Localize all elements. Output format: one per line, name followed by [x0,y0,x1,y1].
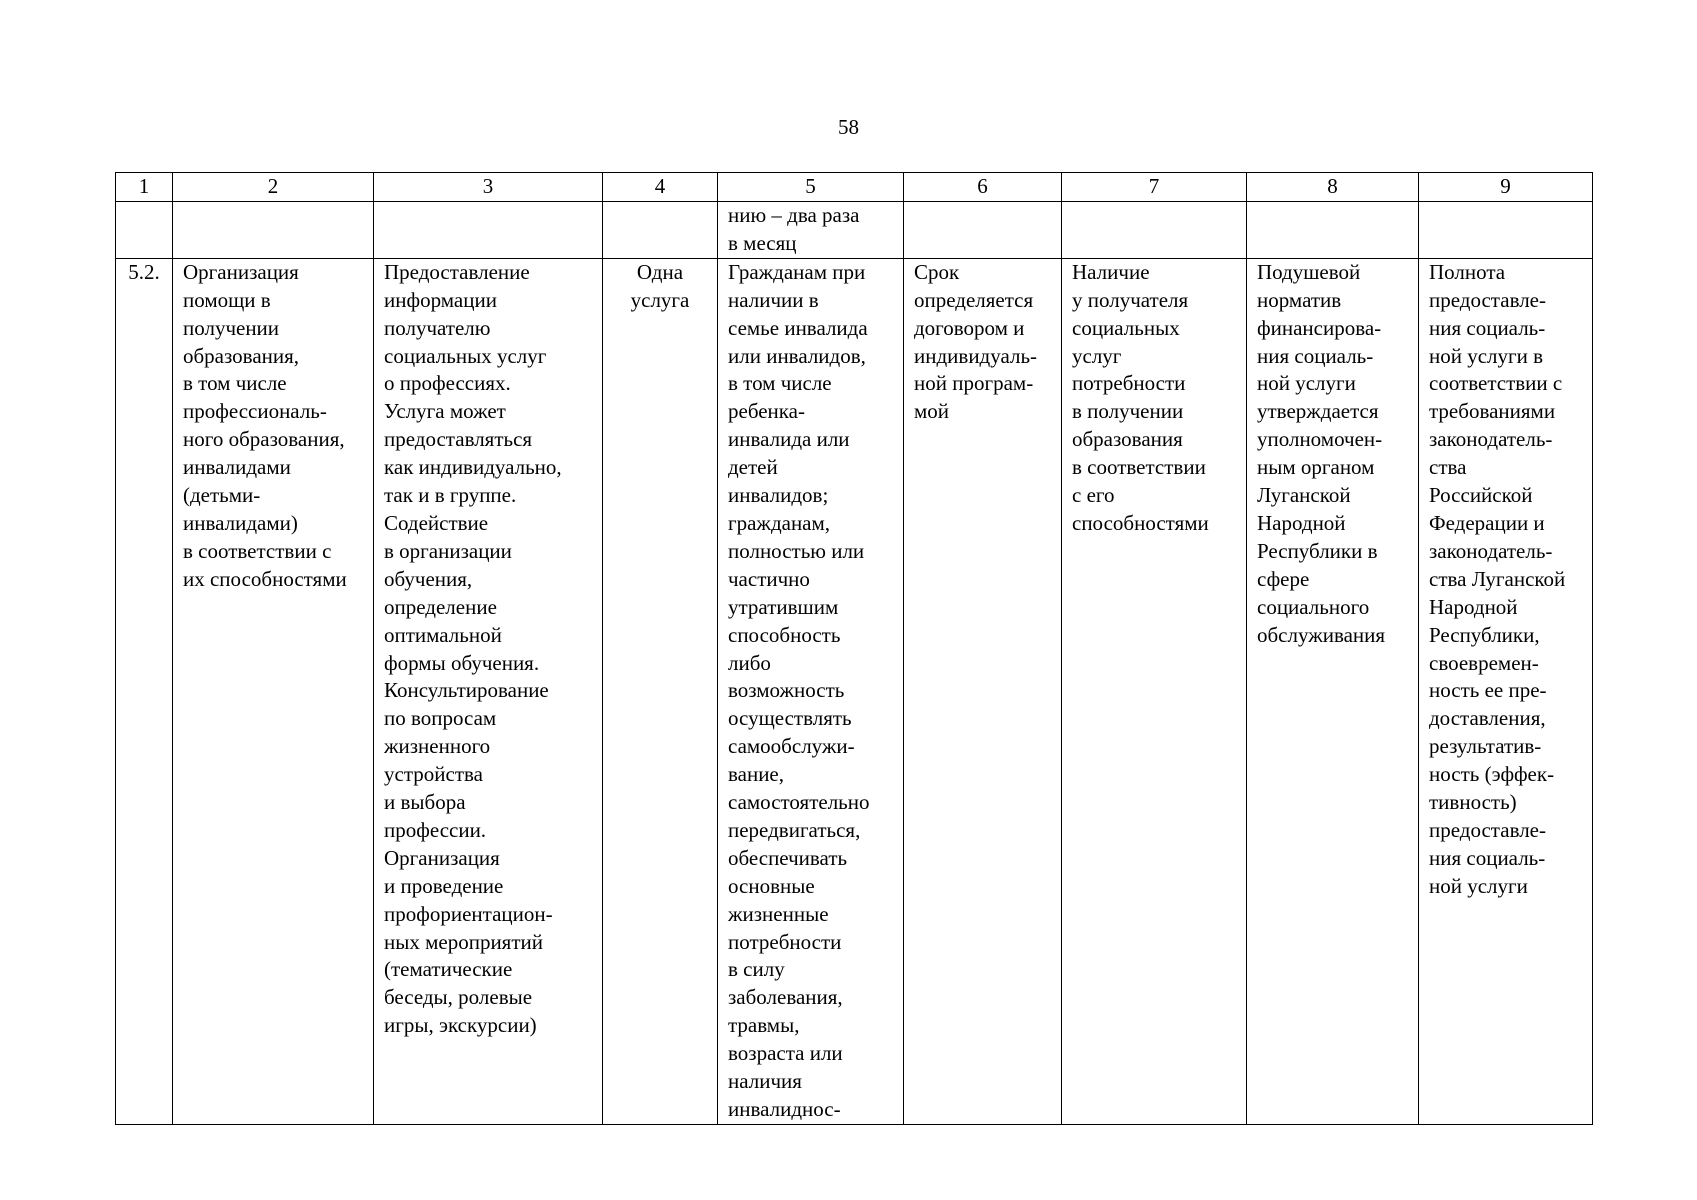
continuation-frequency-text: нию – два раза в месяц [718,202,904,259]
header-cell-2: 2 [173,173,374,202]
header-cell-4: 4 [603,173,718,202]
service-quality: Полнота предоставле- ния социаль- ной услуги в соответствии с требованиями законодатель- ства Российской Федерации и законодатель- ства Луганской Народной Республики, своевремен- ность ее пре- доставления, результатив- ность (эффек- тивность) предоставле- ния социаль- ной услуги [1419,258,1593,1124]
empty-cell [1247,202,1419,259]
empty-cell [374,202,603,259]
header-cell-8: 8 [1247,173,1419,202]
service-recipients: Гражданам при наличии в семье инвалида или инвалидов, в том числе ребенка- инвалида или детей инвалидов; гражданам, полностью или частично утратившим способность либо возможность осуществлять самообслужи- вание, самостоятельно передвигаться, обеспечивать основные жизненные потребности в силу заболевания, травмы, возраста или наличия инвалиднос- [718,258,904,1124]
service-description: Предоставление информации получателю социальных услуг о профессиях. Услуга может предоставляться как индивидуально, так и в группе. Содействие в организации обучения, определение оптимальной формы обучения. Консультирование по вопросам жизненного устройства и выбора профессии. Организация и проведение профориентацион- ных мероприятий (тематические беседы, ролевые игры, экскурсии) [374,258,603,1124]
table-row [116,258,1593,1124]
services-table [115,172,1593,1125]
service-financing: Подушевой норматив финансирова- ния социаль- ной услуги утверждается уполномочен- ным органом Луганской Народной Республики в сфере социального обслуживания [1247,258,1419,1124]
page-number: 58 [838,115,859,139]
empty-cell [904,202,1062,259]
service-term: Срок определяется договором и индивидуаль- ной програм- мой [904,258,1062,1124]
service-unit: Одна услуга [603,258,718,1124]
header-cell-5: 5 [718,173,904,202]
continuation-row [116,202,1593,259]
header-cell-3: 3 [374,173,603,202]
service-name: Организация помощи в получении образования, в том числе профессиональ- ного образования, инвалидами (детьми- инвалидами) в соответствии с их способностями [173,258,374,1124]
empty-cell [1062,202,1247,259]
empty-cell [116,202,173,259]
header-cell-6: 6 [904,173,1062,202]
header-row [116,173,1593,202]
header-cell-1: 1 [116,173,173,202]
header-cell-7: 7 [1062,173,1247,202]
empty-cell [1419,202,1593,259]
empty-cell [603,202,718,259]
empty-cell [173,202,374,259]
header-cell-9: 9 [1419,173,1593,202]
service-conditions: Наличие у получателя социальных услуг потребности в получении образования в соответствии с его способностями [1062,258,1247,1124]
row-number: 5.2. [116,258,173,1124]
